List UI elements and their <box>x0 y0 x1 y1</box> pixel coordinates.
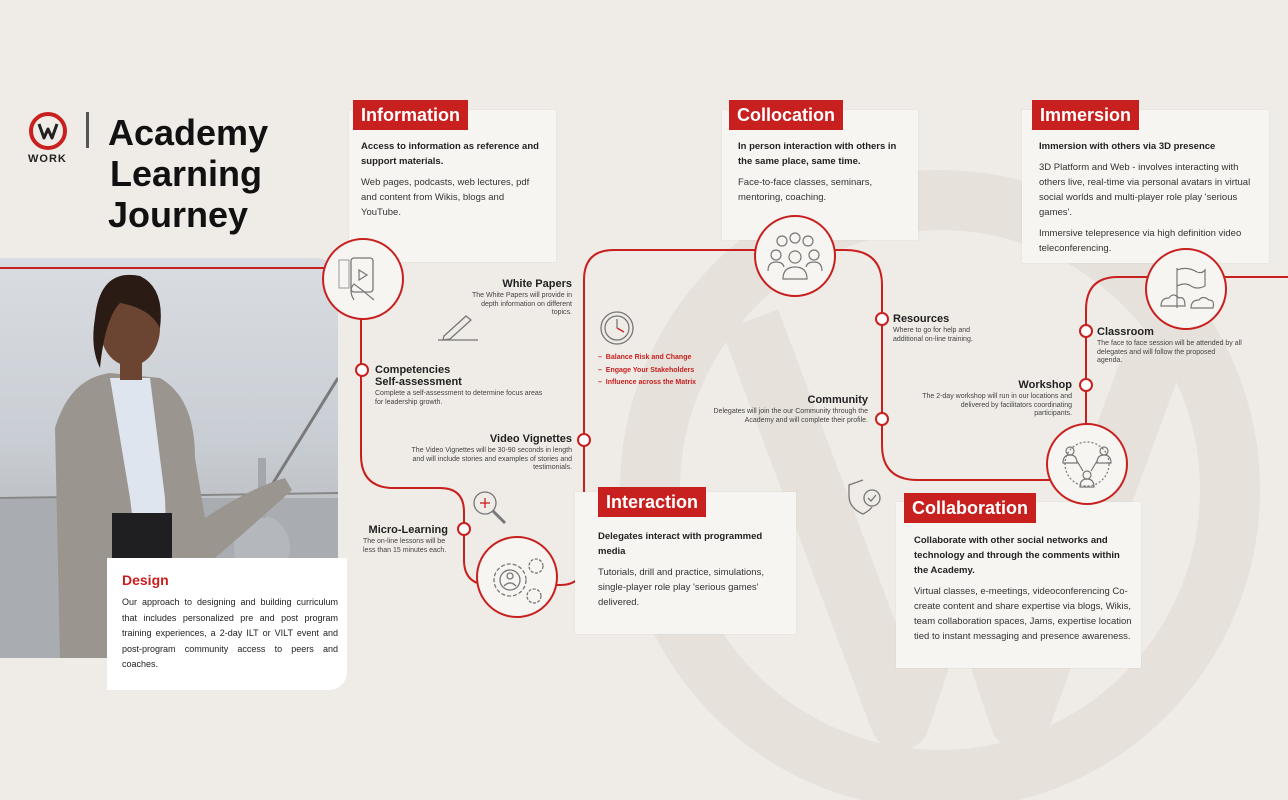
immersion-body-2: Immersive telepresence via high definition video teleconferencing. <box>1039 228 1242 254</box>
immersion-circle <box>1145 248 1227 330</box>
shield-check-icon <box>845 476 885 516</box>
immersion-lead: Immersion with others via 3D presence <box>1039 141 1216 152</box>
information-lead: Access to information as reference and support materials. <box>361 141 539 167</box>
micro-learning-title: Micro-Learning <box>368 524 448 536</box>
collaboration-circle <box>1046 423 1128 505</box>
resources-dot <box>875 312 889 326</box>
video-vignettes-desc: The Video Vignettes will be 30-90 seconds in length and will include stories and examples of stories and testimonials. <box>411 447 572 471</box>
collaboration-lead: Collaborate with other social networks and technology and through the comments within the Academy. <box>914 535 1120 576</box>
collocation-circle <box>754 215 836 297</box>
collocation-text <box>738 139 903 211</box>
resources-title: Resources <box>893 313 950 325</box>
immersion-body-1: 3D Platform and Web - involves interacting with others live, real-time via personal avatars in virtual social worlds and multi-player role play 'serious games'. <box>1039 162 1251 218</box>
video-vignettes-dot <box>577 433 591 447</box>
magnifier-icon <box>470 488 508 526</box>
logo-text: WORK <box>28 153 67 165</box>
classroom-title: Classroom <box>1097 326 1154 338</box>
title-line-1: Academy <box>108 112 269 153</box>
micro-learning-desc: The on-line lessons will be less than 15 minutes each. <box>363 538 447 554</box>
collocation-body: Face-to-face classes, seminars, mentoring, coaching. <box>738 177 873 203</box>
interaction-text <box>598 529 783 616</box>
interaction-circle <box>476 536 558 618</box>
interaction-tag: Interaction <box>598 487 706 517</box>
competencies-desc: Complete a self-assessment to determine focus areas for leadership growth. <box>375 390 543 406</box>
information-circle <box>322 238 404 320</box>
information-text <box>361 139 546 226</box>
white-papers-desc: The White Papers will provide in depth information on different topics. <box>472 292 572 316</box>
design-body: Our approach to designing and building curriculum that includes personalized pre and post program training experiences, a 2-day ILT or VILT event and post-program community access to peers and coaches. <box>122 597 338 669</box>
classroom-dot <box>1079 324 1093 338</box>
information-tag: Information <box>353 100 468 130</box>
classroom-desc: The face to face session will be attended by all delegates and will follow the proposed agenda. <box>1097 340 1242 364</box>
resources-desc: Where to go for help and additional on-line training. <box>893 327 973 343</box>
immersion-tag: Immersion <box>1032 100 1139 130</box>
flag-cloud-icon <box>1147 250 1225 328</box>
collaboration-body: Virtual classes, e-meetings, videoconferencing Co-create content and share expertise via blogs, Wikis, team collaboration spaces, Jams, expertise location tied to instant messaging and presence awareness. <box>914 586 1132 642</box>
bullet-list <box>598 352 696 390</box>
competencies-title-1: Competencies <box>375 364 451 376</box>
bullet-item: – Balance Risk and Change <box>598 354 692 361</box>
title-line-2: Learning <box>110 153 263 194</box>
collaboration-tag: Collaboration <box>904 493 1036 523</box>
bullet-item: – Engage Your Stakeholders <box>598 366 695 374</box>
collaboration-text <box>914 533 1134 650</box>
workshop-desc: The 2-day workshop will run in our locations and delivered by facilitators coordinating participants. <box>922 393 1072 417</box>
workshop-dot <box>1079 378 1093 392</box>
clock-icon <box>598 309 636 347</box>
network-people-icon <box>1048 425 1126 503</box>
group-people-icon <box>756 217 834 295</box>
community-title: Community <box>807 394 868 406</box>
interaction-body: Tutorials, drill and practice, simulations, single-player role play 'serious games' delivered. <box>598 567 764 608</box>
micro-learning-dot <box>457 522 471 536</box>
collocation-tag: Collocation <box>729 100 843 130</box>
immersion-text <box>1039 139 1259 262</box>
interaction-lead: Delegates interact with programmed media <box>598 531 763 557</box>
community-dot <box>875 412 889 426</box>
tablet-hand-icon <box>324 240 402 318</box>
collocation-lead: In person interaction with others in the same place, same time. <box>738 141 897 167</box>
bullet-item: – Influence across the Matrix <box>598 379 697 386</box>
community-desc: Delegates will join the our Community through the Academy and will complete their profile. <box>713 408 868 424</box>
competencies-dot <box>355 363 369 377</box>
competencies-title-2: Self-assessment <box>375 376 462 388</box>
design-heading: Design <box>122 572 169 588</box>
white-papers-title: White Papers <box>502 278 572 290</box>
gears-person-icon <box>478 538 556 616</box>
video-vignettes-title: Video Vignettes <box>489 433 572 445</box>
information-body: Web pages, podcasts, web lectures, pdf and content from Wikis, blogs and YouTube. <box>361 177 530 218</box>
workshop-title: Workshop <box>1018 379 1072 391</box>
title-line-3: Journey <box>108 194 249 235</box>
